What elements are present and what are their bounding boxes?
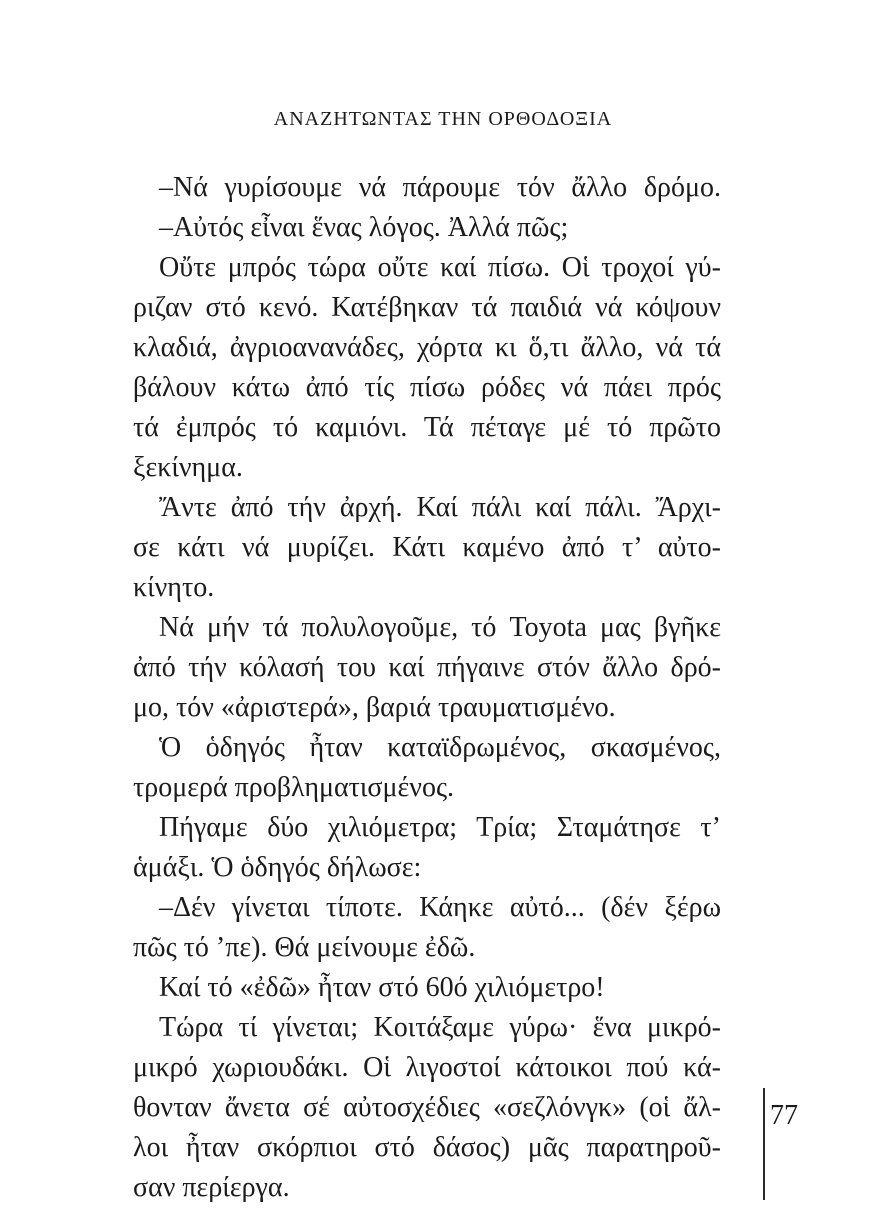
text-line: θονταν ἄνετα σέ αὐτοσχέδιες «σεζλόνγκ» (οἱ ἄλ- <box>133 1092 721 1123</box>
text-line: Καί τό «ἐδῶ» ἦταν στό 60ό χιλιόμετρο! <box>159 972 605 1003</box>
text-line: κλαδιά, ἀγριοανανάδες, χόρτα κι ὅ,τι ἄλλο, νά τά <box>133 332 721 363</box>
text-line: τά ἐμπρός τό καμιόνι. Τά πέταγε μέ τό πρῶτο <box>133 412 721 443</box>
text-line: τρομερά προβληματισμένος. <box>133 772 455 803</box>
running-head: ΑΝΑΖΗΤΩΝΤΑΣ ΤΗΝ ΟΡΘΟΔΟΞΙΑ <box>273 108 613 130</box>
text-line: Ὁ ὁδηγός ἦταν καταϊδρωμένος, σκασμένος, <box>159 732 721 763</box>
text-line: Τώρα τί γίνεται; Κοιτάξαμε γύρω· ἕνα μικρό- <box>159 1012 721 1043</box>
text-line: Οὔτε μπρός τώρα οὔτε καί πίσω. Οἱ τροχοί γύ- <box>159 252 721 283</box>
text-line: Ἄντε ἀπό τήν ἀρχή. Καί πάλι καί πάλι. Ἄρχι- <box>159 492 721 523</box>
text-line: βάλουν κάτω ἀπό τίς πίσω ρόδες νά πάει πρός <box>133 372 721 403</box>
text-line: Πήγαμε δύο χιλιόμετρα; Τρία; Σταμάτησε τ’ <box>159 812 721 843</box>
text-line: λοι ἦταν σκόρπιοι στό δάσος) μᾶς παρατηροῦ- <box>133 1132 721 1163</box>
text-line: ριζαν στό κενό. Κατέβηκαν τά παιδιά νά κόψουν <box>133 292 721 323</box>
text-line: ξεκίνημα. <box>133 452 243 483</box>
text-line: πῶς τό ’πε). Θά μείνουμε ἐδῶ. <box>133 932 476 963</box>
text-line: Νά μήν τά πολυλογοῦμε, τό Toyota μας βγῆκε <box>159 612 721 643</box>
text-line: κίνητο. <box>133 572 215 603</box>
text-line: ἁμάξι. Ὁ ὁδηγός δήλωσε: <box>133 852 422 883</box>
text-line: –Δέν γίνεται τίποτε. Κάηκε αὐτό... (δέν ξέρω <box>159 892 721 923</box>
text-line: ἀπό τήν κόλασή του καί πήγαινε στόν ἄλλο δρό- <box>133 652 721 683</box>
text-line: σαν περίεργα. <box>133 1172 290 1203</box>
folio-rule <box>763 1088 765 1200</box>
page-number: 77 <box>770 1100 798 1131</box>
text-line: –Νά γυρίσουμε νά πάρουμε τόν ἄλλο δρόμο. <box>159 172 721 203</box>
text-line: σε κάτι νά μυρίζει. Κάτι καμένο ἀπό τ’ αὐτο- <box>133 532 721 563</box>
text-line: μο, τόν «ἀριστερά», βαριά τραυματισμένο. <box>133 692 616 723</box>
text-line: μικρό χωριουδάκι. Οἱ λιγοστοί κάτοικοι πού κά- <box>133 1052 721 1083</box>
text-line: –Αὐτός εἶναι ἕνας λόγος. Ἀλλά πῶς; <box>159 212 569 243</box>
